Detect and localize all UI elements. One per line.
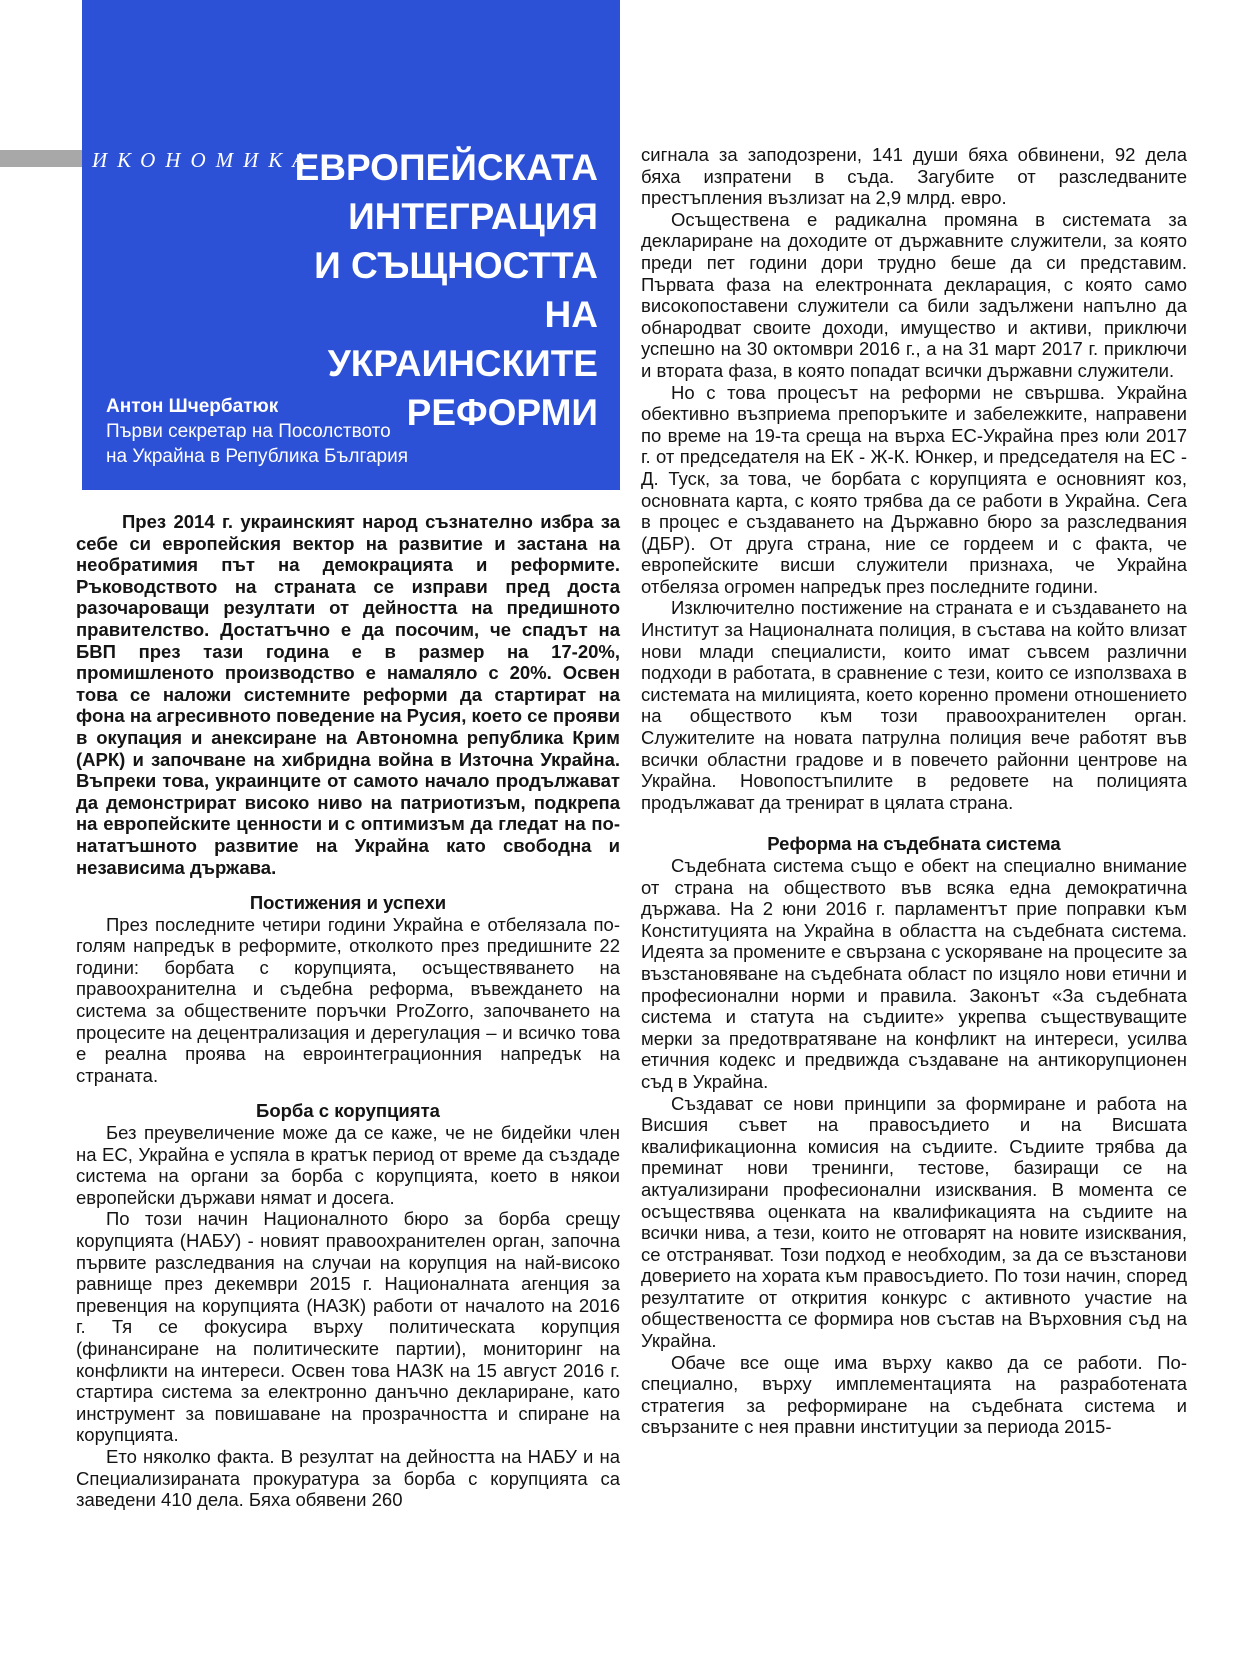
title-line: ЕВРОПЕЙСКАТА <box>294 147 598 188</box>
body-paragraph: Изключително постижение на страната е и създаването на Институт за Националната полиция, в състава на който влизат нови млади специалисти, които имат съвсем различни подходи в работата, в сравнение с тези, които се използваха в системата на милицията, което коренно промени отношението на обществото към този правоохранителен орган. Служителите на новата патрулна полиция вече работят във всички областни градове и в повечето районни центрове на Украйна. Новопостъпилите в редовете на полицията продължават да тренират в цялата страна. <box>641 597 1187 813</box>
author-position-line: на Украйна в Република България <box>106 446 409 467</box>
body-paragraph: През последните четири години Украйна е отбелязала по-голям напредък в реформите, отколкото през предишните 22 години: борбата с корупцията, осъществяването на правоохранителна и съдебна реформа, въвеждането на система за обществените поръчки ProZorro, започването на процесите на децентрализация и дерегулация – и всичко това е реална проява на евроинтеграционния напредък на страната. <box>76 913 620 1086</box>
section-heading-achievements: Постижения и успехи <box>249 892 447 914</box>
title-line: ИНТЕГРАЦИЯ <box>348 196 598 237</box>
section-label: ИКОНОМИКА <box>92 148 316 172</box>
body-paragraph: Ето няколко факта. В резултат на дейността на НАБУ и на Специализираната прокуратура за борба с корупцията са заведени 410 дела. Бяха обявени 260 <box>76 1445 620 1511</box>
right-column <box>641 144 1187 1438</box>
section-heading-anticorruption: Борба с корупцията <box>256 1100 440 1122</box>
section-marker-bar <box>0 150 82 167</box>
title-line: НА УКРАИНСКИТЕ <box>327 294 598 384</box>
body-paragraph: Осъществена е радикална промяна в системата за деклариране на доходите от държавните служители, за която преди пет години дори трудно беше да си представим. Първата фаза на електронната декларация, с която само високопоставени служители са били задължени напълно да обнародват своите доходи, имущество и активи, приключи успешно на 30 октомври 2016 г., а на 31 март 2017 г. приключи и втората фаза, в която попадат всички държавни служители. <box>641 208 1187 381</box>
author-block <box>106 394 408 469</box>
left-column <box>76 511 620 1511</box>
body-paragraph: Обаче все още има върху какво да се работи. По-специално, върху имплементацията на разработената стратегия за реформиране на съдебната система и свързаните с нея правни институции за периода 2015- <box>641 1351 1187 1438</box>
lead-paragraph-block <box>76 511 620 878</box>
body-paragraph: Създават се нови принципи за формиране и работа на Висшия съвет на правосъдието и на Висшата квалификационна комисия на съдиите. Съдиите трябва да преминат нови тренинги, тестове, базиращи се на актуализирани професионални изисквания. В момента се осъществява оценката на квалификацията на съдиите на всички нива, а тези, които не отговарят на новите изисквания, се отстраняват. Този подход е необходим, за да се възстанови доверието на хората към правосъдието. По този начин, според резултатите от открития конкурс с активното участие на обществеността се формира нов състав на Върховния съд на Украйна. <box>641 1092 1187 1352</box>
author-name: Антон Шчербатюк <box>106 396 279 417</box>
body-paragraph: Но с това процесът на реформи не свършва. Украйна обективно възприема препоръките и забележките, направени по време на 19-та среща на върха ЕС-Украйна през юли 2017 г. от председателя на ЕК - Ж-К. Юнкер, и председателя на ЕС - Д. Туск, за това, че борбата с корупцията е основният коз, основната карта, с която трябва да се работи в Украйна. Сега в процес е създаването на Държавно бюро за разследвания (ДБР). От друга страна, ние се гордеем и с факта, че европейските висши служители признаха, че Украйна отбеляза огромен напредък през последните години. <box>641 381 1187 597</box>
title-banner <box>82 0 620 490</box>
title-line: И СЪЩНОСТТА <box>314 245 598 286</box>
article-title <box>268 143 598 437</box>
section-heading-judicial-reform: Реформа на съдебната система <box>767 833 1061 855</box>
body-paragraph: По този начин Националното бюро за борба срещу корупцията (НАБУ) - новият правоохранителен орган, започна първите разследвания на случаи на корупция на най-високо равнище през декември 2015 г. Националната агенция за превенция на корупцията (НАЗК) работи от началото на 2016 г. Тя се фокусира върху политическата корупция (финансиране на политическите партии), мониторинг на конфликти на интереси. Освен това НАЗК на 15 август 2016 г. стартира система за електронно данъчно деклариране, като инструмент за повишаване на прозрачността и спиране на корупцията. <box>76 1208 620 1446</box>
body-paragraph: сигнала за заподозрени, 141 души бяха обвинени, 92 дела бяха изпратени в съда. Загубите от разследваните престъпления възлизат на 2,9 млрд. евро. <box>641 144 1187 209</box>
body-paragraph: Съдебната система също е обект на специално внимание от страна на обществото във всяка една демократична държава. На 2 юни 2016 г. парламентът прие поправки към Конституцията на Украйна в областта на съдебната система. Идеята за промените е свързана с ускоряване на процесите за възстановяване на съдебната област по изцяло нови етични и професионални норми и правила. Законът «За съдебната система и статута на съдиите» укрепва съществуващите мерки за предотвратяване на конфликт на интереси, усилва етичния кодекс и предвижда създаване на антикорупционен съд в Украйна. <box>641 855 1187 1092</box>
lead-paragraph: През 2014 г. украинският народ съзнателно избра за себе си европейския вектор на развитие и застана на необратимия път на демокрацията и реформите. Ръководството на страната се изправи пред доста разочароващи резултати от дейността на предишното правителство. Достатъчно е да посочим, че спадът на БВП през тази година е в размер на 17-20%, промишленото производство е намаляло с 20%. Освен това се наложи системните реформи да стартират на фона на агресивното поведение на Русия, което се прояви в окупация и анексиране на Автономна република Крим (АРК) и започване на хибридна война в Източна Украйна. Въпреки това, украинците от самото начало продължават да демонстрират високо ниво на патриотизъм, подкрепа на европейските ценности и с оптимизъм да гледат на по-нататъшното развитие на Украйна като свободна и независима държава. <box>76 511 620 878</box>
title-line: РЕФОРМИ <box>406 392 598 433</box>
body-paragraph: Без преувеличение може да се каже, че не бидейки член на ЕС, Украйна е успяла в кратък период от време да създаде система на органи за борба с корупцията, което в някои европейски държави нямат и досега. <box>76 1122 620 1208</box>
author-position-line: Първи секретар на Посолството <box>106 421 391 442</box>
